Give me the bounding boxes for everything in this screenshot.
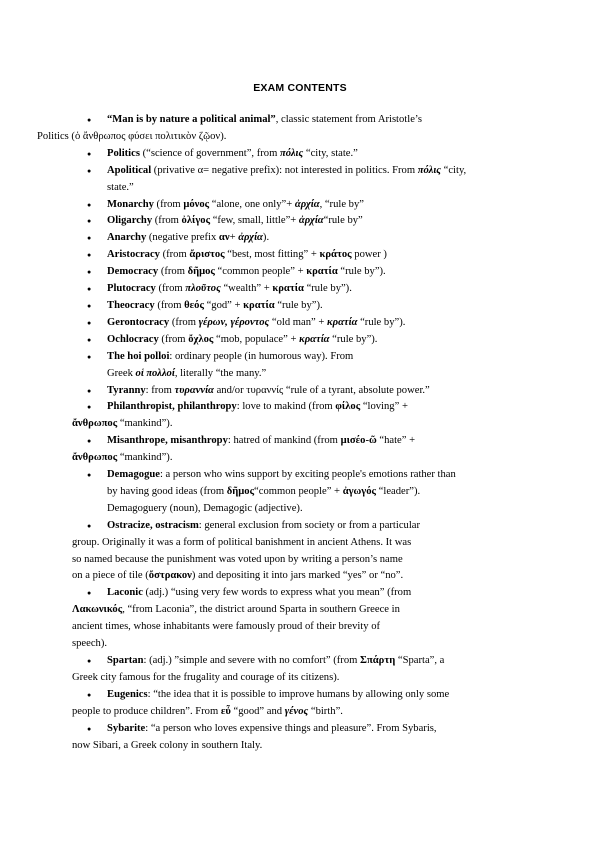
list-item: ● Misanthrope, misanthropy: hatred of mankind (from μισέο-ῶ “hate” + ἄνθρωπος “mankind”). <box>72 433 532 467</box>
term: Theocracy <box>107 299 155 311</box>
term: Democracy <box>107 266 159 278</box>
term: “Man is by nature a political animal” <box>107 114 276 125</box>
list-item: ● Apolitical (privative α= negative prefix): not interested in politics. From πόλις “city, state.” <box>72 163 532 197</box>
term: Eugenics <box>107 688 148 700</box>
term: Aristocracy <box>107 249 160 261</box>
list-item: ● Laconic (adj.) “using very few words to express what you mean” (from Λακωνικός, “from Laconia”, the district around Sparta in southern Greece in ancient times, whose inhabitants were famously proud of their brevity of speech). <box>72 585 532 653</box>
list-item: ● Ochlocracy (from ὄχλος “mob, populace” + κρατία “rule by”). <box>72 332 532 349</box>
list-item: ● Sybarite: “a person who loves expensive things and pleasure”. From Sybaris, now Sibari, a Greek colony in southern Italy. <box>72 721 532 755</box>
term: Apolitical <box>107 164 152 176</box>
term: Misanthrope, misanthropy <box>107 435 228 447</box>
list-item: ● Tyranny: from τυραννία and/or τυραννίς “rule of a tyrant, absolute power.” <box>72 383 532 400</box>
list-item: ● The hoi polloi: ordinary people (in humorous way). From Greek οἱ πολλοί, literally “the many.” <box>72 349 532 383</box>
list-item: ● “Man is by nature a political animal”, classic statement from Aristotle’s Politics (ὁ ἄνθρωπος φύσει πολιτικὸν ζῷον). <box>72 112 532 146</box>
term: Ochlocracy <box>107 333 159 345</box>
term: Spartan <box>107 655 144 666</box>
term: Oligarchy <box>107 215 153 227</box>
list-item: ● Ostracize, ostracism: general exclusion from society or from a particular group. Originally it was a form of political banishment in ancient Athens. It was so named because the punishment was voted upon by writing a person’s name on a piece of tile (ὄστρακον) and depositing it into jars marked “yes” or “no”. <box>72 518 532 586</box>
list-item: ● Philanthropist, philanthropy: love to makind (from φίλος “loving” + ἄνθρωπος “mankind”). <box>72 399 532 433</box>
term: Sybarite <box>107 722 146 734</box>
term: The hoi polloi <box>107 350 170 362</box>
list-item: ● Oligarchy (from ὀλίγος “few, small, little”+ ἀρχία“rule by” <box>72 213 532 230</box>
list-item: ● Demagogue: a person who wins support by exciting people's emotions rather than by having good ideas (from δῆμος“common people” + ἀγωγός “leader”). Demagoguery (noun), Demagogic (adjective). <box>72 467 532 518</box>
list-item: ● Monarchy (from μόνος “alone, one only”+ ἀρχία, “rule by” <box>72 197 532 214</box>
term: Politics <box>107 147 140 159</box>
term: Monarchy <box>107 198 154 210</box>
list-item: ● Gerontocracy (from γέρων, γέροντος “old man” + κρατία “rule by”). <box>72 315 532 332</box>
list-item: ● Aristocracy (from ἄριστος “best, most fitting” + κράτος power ) <box>72 247 532 264</box>
list-item: ● Theocracy (from θεός “god” + κρατία “rule by”). <box>72 298 532 315</box>
list-item: ● Politics (“science of government”, from πόλις “city, state.” <box>72 146 532 163</box>
exam-contents-list <box>37 112 532 754</box>
term: Demagogue <box>107 469 160 481</box>
term: Anarchy <box>107 232 147 244</box>
term: Ostracize, ostracism <box>107 519 199 531</box>
list-item: ● Plutocracy (from πλοῦτος “wealth” + κρατία “rule by”). <box>72 281 532 298</box>
term: Gerontocracy <box>107 316 170 328</box>
list-item: ● Democracy (from δῆμος “common people” + κρατία “rule by”). <box>72 264 532 281</box>
term: Tyranny <box>107 384 146 396</box>
list-item: ● Anarchy (negative prefix αν+ ἀρχία). <box>72 230 532 247</box>
term: Plutocracy <box>107 283 156 295</box>
list-item: ● Spartan: (adj.) ”simple and severe with no comfort” (from Σπάρτη “Sparta”, a Greek city famous for the frugality and courage of its citizens). <box>72 653 532 687</box>
list-item: ● Eugenics: “the idea that it is possible to improve humans by allowing only some people to produce children”. From εὖ “good” and γένος “birth”. <box>72 687 532 721</box>
term: Philanthropist, philanthropy <box>107 401 237 413</box>
term: Laconic <box>107 587 143 599</box>
page-title: EXAM CONTENTS <box>253 82 347 94</box>
